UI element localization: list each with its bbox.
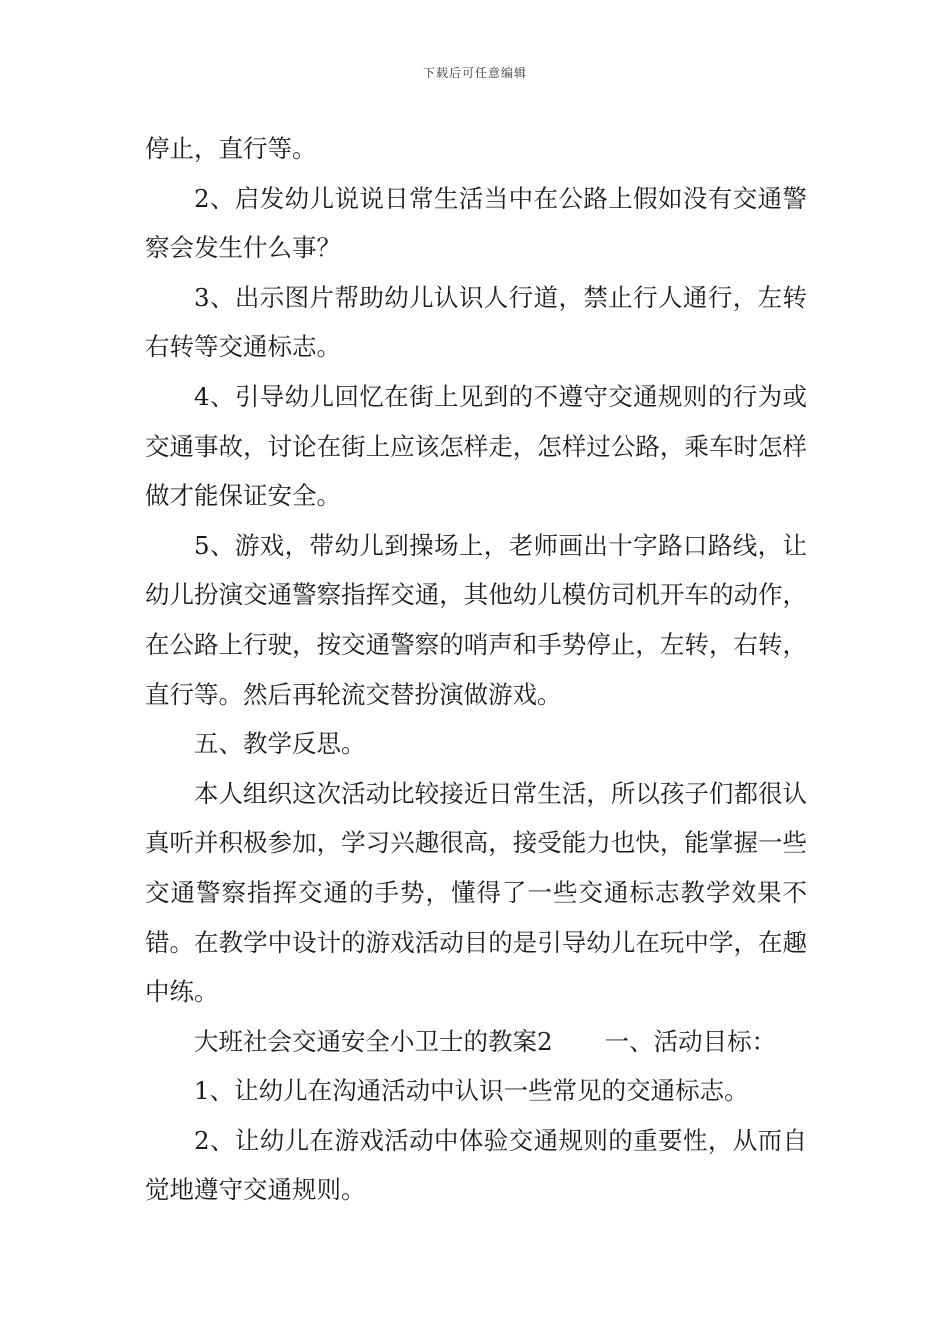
- lesson2-section-title: 一、活动目标：: [604, 1026, 777, 1056]
- paragraph-step-2: 2、启发幼儿说说日常生活当中在公路上假如没有交通警察会发生什么事？: [145, 183, 807, 263]
- paragraph-step-5: 5、游戏，带幼儿到操场上，老师画出十字路口路线，让幼儿扮演交通警察指挥交通，其他幼儿模仿司机开车的动作，在公路上行驶，按交通警察的哨声和手势停止，左转，右转，直行等。然后再轮流交替扮演做游戏。: [145, 530, 807, 709]
- paragraph-reflection: 本人组织这次活动比较接近日常生活，所以孩子们都很认真听并积极参加，学习兴趣很高，接受能力也快，能掌握一些交通警察指挥交通的手势，懂得了一些交通标志教学效果不错。在教学中设计的游戏活动目的是引导幼儿在玩中学，在趣中练。: [145, 778, 807, 1007]
- paragraph-continuation: 停止，直行等。: [145, 134, 317, 163]
- paragraph-step-3: 3、出示图片帮助幼儿认识人行道，禁止行人通行，左转右转等交通标志。: [145, 282, 807, 362]
- section-heading-reflection: 五、教学反思。: [194, 729, 366, 759]
- document-body: [145, 124, 807, 1215]
- lesson2-heading-line: [145, 1017, 807, 1067]
- page-header: 下载后可任意编辑: [422, 66, 527, 80]
- lesson2-title: 大班社会交通安全小卫士的教案2: [194, 1026, 553, 1056]
- goal-item-2: 2、让幼儿在游戏活动中体验交通规则的重要性，从而自觉地遵守交通规则。: [145, 1125, 807, 1205]
- paragraph-step-4: 4、引导幼儿回忆在街上见到的不遵守交通规则的行为或交通事故，讨论在街上应该怎样走，怎样过公路，乘车时怎样做才能保证安全。: [145, 381, 807, 511]
- goal-item-1: 1、让幼儿在沟通活动中认识一些常见的交通标志。: [194, 1076, 749, 1106]
